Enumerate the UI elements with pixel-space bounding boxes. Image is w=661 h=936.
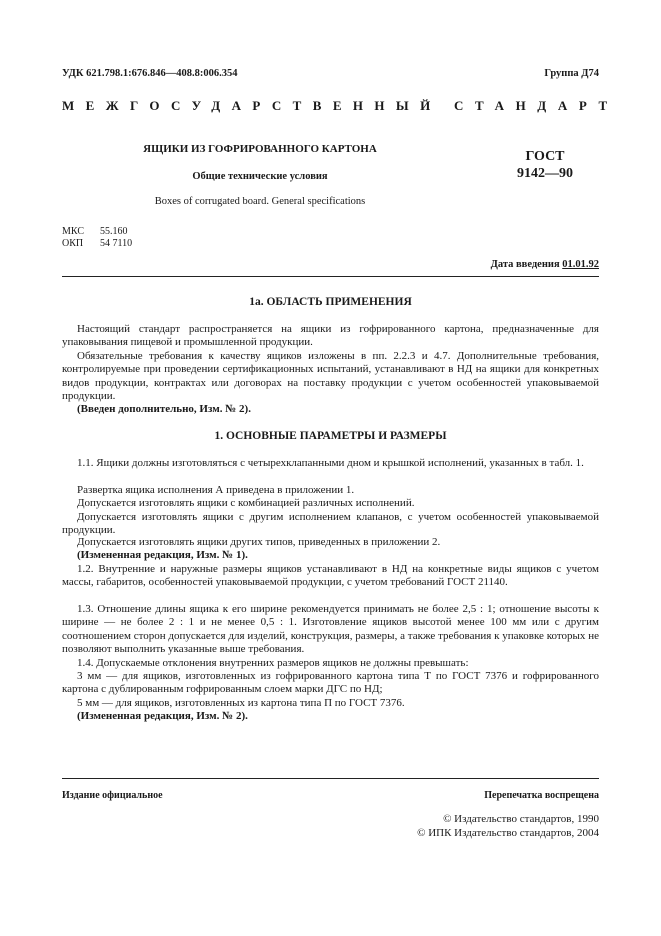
mks-label: МКС: [62, 226, 84, 237]
udk-code: УДК 621.798.1:676.846—408.8:006.354: [62, 68, 238, 79]
clause-1-2: 1.2. Внутренние и наружные размеры ящиков устанавливают в НД на конкретные виды ящиков с учетом массы, габаритов, особенностей упаковываемой продукции, с учетом требований ГОСТ 21140.: [62, 563, 599, 589]
clause-1-1: 1.1. Ящики должны изготовляться с четырехклапанными дном и крышкой исполнений, указанных в табл. 1.: [77, 457, 584, 469]
header-divider: [62, 276, 599, 277]
section-1a-paragraph-2: Обязательные требования к качеству ящиков изложены в пп. 2.2.3 и 4.7. Дополнительные требования, контролируемые при проведении сертификационных испытаний, устанавливают в НД на ящики для конкретных видов продукции, контрактах или договорах на поставку продукции с учетом особенностей упаковываемой продукции.: [62, 350, 599, 403]
document-title-english: Boxes of corrugated board. General specifications: [154, 196, 366, 207]
section-1a-paragraph-1: Настоящий стандарт распространяется на ящики из гофрированного картона, предназначенные для упаковывания пищевой и промышленной продукции.: [62, 323, 599, 349]
mks-value: 55.160: [100, 226, 128, 237]
clause-1-1-appendix: Развертка ящика исполнения А приведена в приложении 1.: [77, 484, 355, 496]
classification-codes: [62, 226, 132, 250]
clause-1-1-other-flaps: Допускается изготовлять ящики с другим исполнением клапанов, с учетом особенностей упаковываемой продукции.: [62, 511, 599, 537]
group-code: Группа Д74: [544, 68, 599, 79]
effective-date: [491, 259, 599, 270]
clause-1-4-type-t: 3 мм — для ящиков, изготовленных из гофрированного картона типа Т по ГОСТ 7376 и гофрированного картона с дублированным гофрированным слоем марки ДГС по НД;: [62, 670, 599, 696]
document-title: ЯЩИКИ ИЗ ГОФРИРОВАННОГО КАРТОНА: [143, 143, 377, 155]
clause-1-1-combination: Допускается изготовлять ящики с комбинацией различных исполнений.: [77, 497, 415, 509]
banner-standard: СТАНДАРТ: [454, 98, 619, 113]
gost-number: 9142—90: [517, 166, 573, 181]
okp-label: ОКП: [62, 238, 84, 249]
reprint-prohibited: Перепечатка воспрещена: [484, 790, 599, 801]
section-1a-title: 1а. ОБЛАСТЬ ПРИМЕНЕНИЯ: [249, 296, 412, 308]
section-1a-note: (Введен дополнительно, Изм. № 2).: [77, 403, 251, 415]
okp-row: [62, 238, 132, 250]
effective-date-value: 01.01.92: [562, 259, 599, 270]
clause-1-4: 1.4. Допускаемые отклонения внутренних размеров ящиков не должны превышать:: [77, 657, 469, 669]
clause-1-3: 1.3. Отношение длины ящика к его ширине рекомендуется принимать не более 2,5 : 1; отношение высоты к ширине — не более 2 : 1 и не менее 0,5 : 1. Изготовление ящиков высотой менее 100 мм или с другим соотношением сторон допускается для изделий, конструкция, размеры, а также требования к упаковке которых не позволяют выполнить указанные выше требования.: [62, 603, 599, 656]
document-subtitle: Общие технические условия: [192, 171, 328, 182]
copyright-line-2: © ИПК Издательство стандартов, 2004: [417, 827, 599, 839]
okp-value: 54 7110: [100, 238, 133, 249]
official-edition: Издание официальное: [62, 790, 163, 801]
banner-interstate: МЕЖГОСУДАРСТВЕННЫЙ: [62, 98, 442, 113]
amendment-note-2: (Измененная редакция, Изм. № 2).: [77, 710, 248, 722]
copyright-line-1: © Издательство стандартов, 1990: [443, 813, 599, 825]
footer-divider: [62, 778, 599, 779]
copyright-block: [417, 812, 599, 840]
clause-1-1-other-types: Допускается изготовлять ящики других типов, приведенных в приложении 2.: [77, 536, 441, 548]
gost-label: ГОСТ: [525, 149, 565, 164]
amendment-note-1: (Измененная редакция, Изм. № 1).: [77, 549, 248, 561]
effective-date-label: Дата введения: [490, 259, 560, 270]
gost-designation: [500, 148, 590, 182]
section-1-title: 1. ОСНОВНЫЕ ПАРАМЕТРЫ И РАЗМЕРЫ: [214, 430, 447, 442]
mks-row: [62, 226, 132, 238]
clause-1-4-type-p: 5 мм — для ящиков, изготовленных из картона типа П по ГОСТ 7376.: [77, 697, 405, 709]
